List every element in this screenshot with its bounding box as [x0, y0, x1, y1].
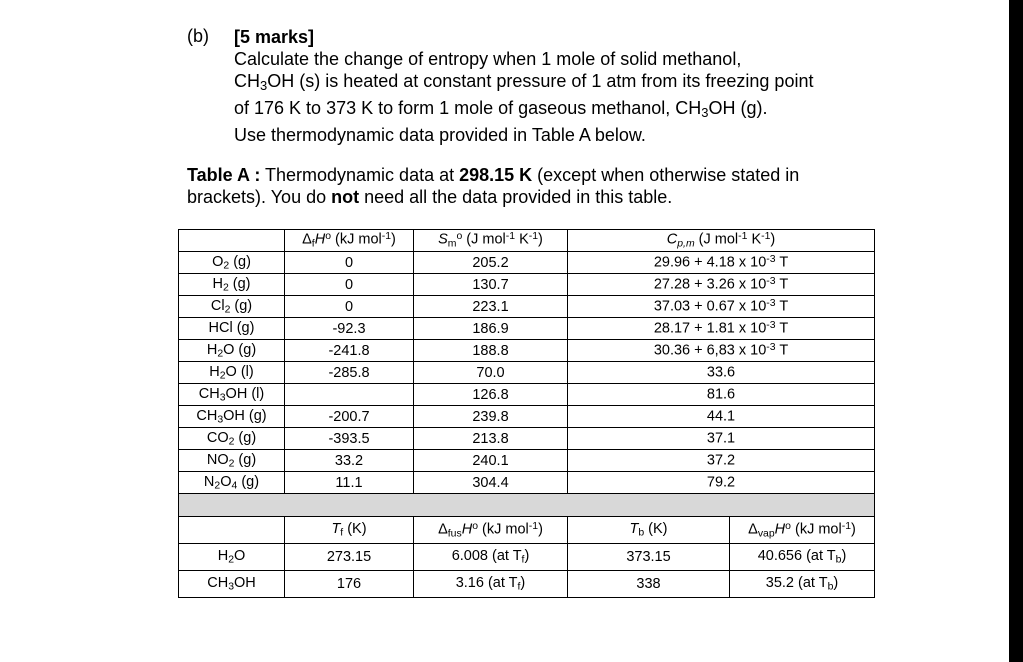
tf-cell: 273.15	[285, 544, 414, 571]
species-cell: $H_2O$ (g)	[179, 340, 285, 362]
sm-cell: 240.1	[414, 450, 568, 472]
species-cell: $O_2$ (g)	[179, 252, 285, 274]
sm-cell: 205.2	[414, 252, 568, 274]
table-row	[179, 362, 875, 384]
sm-cell: 213.8	[414, 428, 568, 450]
species-cell: $CH_3OH$ (g)	[179, 406, 285, 428]
table-row	[179, 296, 875, 318]
vap-cell: 35.2 (at $T_b$)	[730, 571, 875, 598]
sm-cell: 304.4	[414, 472, 568, 494]
table-caption: Table A : Thermodynamic data at 298.15 K (except when otherwise stated in brackets). You do not need all the data provided in this table.	[187, 165, 800, 207]
marks-label: [5 marks]	[234, 27, 315, 47]
species-cell: $Cl_2$ (g)	[179, 296, 285, 318]
table-row	[179, 472, 875, 494]
dfh-cell: -200.7	[285, 406, 414, 428]
dfh-cell: 33.2	[285, 450, 414, 472]
tb-cell: 338	[568, 571, 730, 598]
sm-cell: 223.1	[414, 296, 568, 318]
cp-cell: 37.03 + 0.67 x $10^{-3}$ T	[568, 296, 875, 318]
table-row	[179, 544, 875, 571]
species-cell: $H_2O$	[179, 544, 285, 571]
table-row	[179, 252, 875, 274]
fus-cell: 3.16 (at $T_f$)	[414, 571, 568, 598]
thermodynamic-table	[178, 229, 875, 598]
question-label: (b)	[187, 26, 209, 46]
cp-cell: 28.17 + 1.81 x $10^{-3}$ T	[568, 318, 875, 340]
dfh-cell: -285.8	[285, 362, 414, 384]
header-sm: $S_m^o$ (J mol$^{-1}$ $K^{-1}$)	[414, 230, 568, 252]
header-tf: $T_f$ (K)	[285, 517, 414, 544]
species-cell: HCl (g)	[179, 318, 285, 340]
sm-cell: 188.8	[414, 340, 568, 362]
dfh-cell: -92.3	[285, 318, 414, 340]
table-row	[179, 274, 875, 296]
sm-cell: 126.8	[414, 384, 568, 406]
tf-cell: 176	[285, 571, 414, 598]
species-cell: $CH_3OH$	[179, 571, 285, 598]
cp-cell: 33.6	[568, 362, 875, 384]
question-line-1: Calculate the change of entropy when 1 mole of solid methanol,	[234, 49, 742, 69]
fus-cell: 6.008 (at $T_f$)	[414, 544, 568, 571]
question-line-4: Use thermodynamic data provided in Table A below.	[234, 125, 646, 146]
dfh-cell: 0	[285, 252, 414, 274]
species-cell: $H_2$ (g)	[179, 274, 285, 296]
table-row	[179, 384, 875, 406]
cp-cell: 79.2	[568, 472, 875, 494]
sm-cell: 239.8	[414, 406, 568, 428]
sm-cell: 186.9	[414, 318, 568, 340]
table-row	[179, 450, 875, 472]
vap-cell: 40.656 (at $T_b$)	[730, 544, 875, 571]
table-row	[179, 571, 875, 598]
dfh-cell: 11.1	[285, 472, 414, 494]
table-row	[179, 318, 875, 340]
table1-header-row	[179, 230, 875, 252]
tb-cell: 373.15	[568, 544, 730, 571]
dfh-cell: -241.8	[285, 340, 414, 362]
dfh-cell	[285, 384, 414, 406]
table-row	[179, 406, 875, 428]
sm-cell: 130.7	[414, 274, 568, 296]
cp-cell: 37.2	[568, 450, 875, 472]
species-cell: $N_2O_4$ (g)	[179, 472, 285, 494]
table-separator-row	[179, 494, 875, 517]
dfh-cell: 0	[285, 274, 414, 296]
species-cell: $H_2O$ (l)	[179, 362, 285, 384]
header-blank	[179, 230, 285, 252]
sm-cell: 70.0	[414, 362, 568, 384]
cp-cell: 81.6	[568, 384, 875, 406]
species-cell: $NO_2$ (g)	[179, 450, 285, 472]
header-fus: $\Delta_{fus}H^o$ (kJ mol$^{-1}$)	[414, 517, 568, 544]
dfh-cell: 0	[285, 296, 414, 318]
species-cell: $CO_2$ (g)	[179, 428, 285, 450]
question-line-2: $CH_3OH$ (s) is heated at constant pressure of 1 atm from its freezing point	[234, 71, 814, 94]
species-cell: $CH_3OH$ (l)	[179, 384, 285, 406]
cp-cell: 29.96 + 4.18 x $10^{-3}$ T	[568, 252, 875, 274]
header-cp: $C_{p,m}$ (J mol$^{-1}$ $K^{-1}$)	[568, 230, 875, 252]
table-row	[179, 340, 875, 362]
cp-cell: 37.1	[568, 428, 875, 450]
table2-header-row	[179, 517, 875, 544]
question-line-3: of 176 K to 373 K to form 1 mole of gaseous methanol, $CH_3OH$ (g).	[234, 98, 768, 121]
header2-blank	[179, 517, 285, 544]
table-row	[179, 428, 875, 450]
header-tb: $T_b$ (K)	[568, 517, 730, 544]
header-vap: $\Delta_{vap}H^o$ (kJ mol$^{-1}$)	[730, 517, 875, 544]
dfh-cell: -393.5	[285, 428, 414, 450]
question-text	[234, 26, 934, 146]
cp-cell: 27.28 + 3.26 x $10^{-3}$ T	[568, 274, 875, 296]
cp-cell: 30.36 + 6,83 x $10^{-3}$ T	[568, 340, 875, 362]
header-dfh: $\Delta_fH^o$ (kJ mol$^{-1}$)	[285, 230, 414, 252]
cp-cell: 44.1	[568, 406, 875, 428]
